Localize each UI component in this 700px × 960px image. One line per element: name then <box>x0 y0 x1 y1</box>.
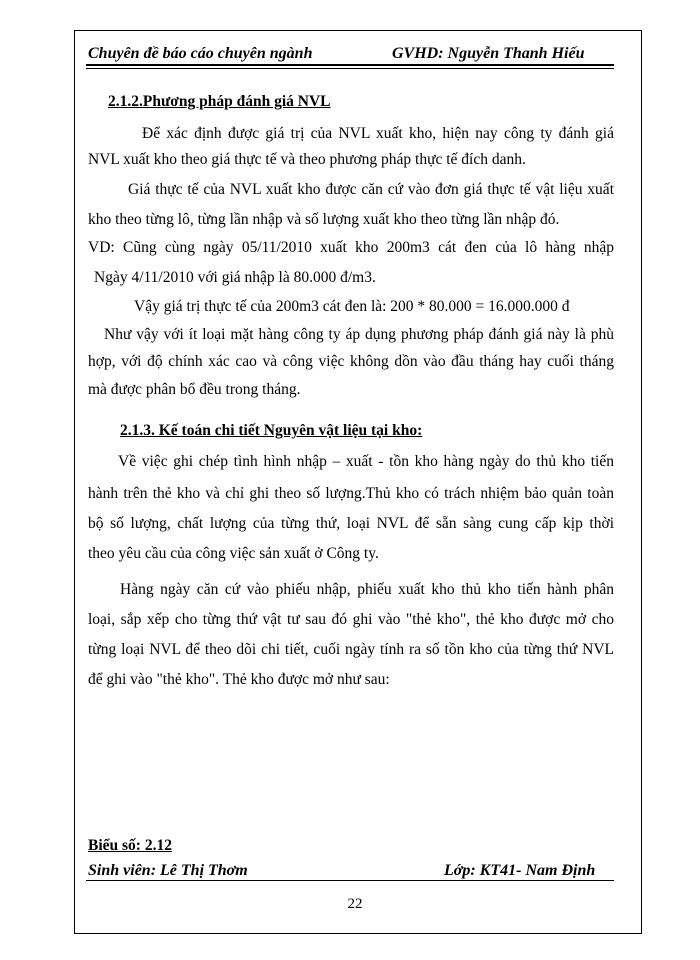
header-right: GVHD: Nguyễn Thanh Hiếu <box>392 45 585 62</box>
footer-left: Sinh viên: Lê Thị Thơm <box>88 862 248 879</box>
paragraph-line: Để xác định được giá trị của NVL xuất kho, hiện nay công ty đánh giá <box>142 125 614 142</box>
paragraph-line: loại, sắp xếp cho từng thứ vật tư sau đó ghi vào "thẻ kho", thẻ kho được mở cho <box>88 611 614 628</box>
header-rule-thin <box>86 68 614 69</box>
paragraph-line: VD: Cũng cùng ngày 05/11/2010 xuất kho 200m3 cát đen của lô hàng nhập <box>88 239 614 256</box>
paragraph-line: kho theo từng lô, từng lần nhập và số lượng xuất kho theo từng lần nhập đó. <box>88 211 560 228</box>
paragraph-line: Ngày 4/11/2010 với giá nhập là 80.000 đ/m3. <box>94 269 376 286</box>
section-213-heading: 2.1.3. Kế toán chi tiết Nguyên vật liệu tại kho: <box>120 422 423 439</box>
paragraph-line: theo yêu cầu của công việc sản xuất ở Công ty. <box>88 545 379 562</box>
paragraph-line: Về việc ghi chép tình hình nhập – xuất - tồn kho hàng ngày do thủ kho tiến <box>118 453 614 470</box>
paragraph-line: từng loại NVL để theo dõi chi tiết, cuối ngày tính ra số tồn kho của từng thứ NVL <box>88 641 614 658</box>
paragraph-line: hợp, với độ chính xác cao và công việc không dồn vào đầu tháng hay cuối tháng <box>88 353 614 370</box>
paragraph-line: Giá thực tế của NVL xuất kho được căn cứ vào đơn giá thực tế vật liệu xuất <box>128 181 614 198</box>
footer-rule <box>86 880 614 881</box>
paragraph-line: Như vậy với ít loại mặt hàng công ty áp dụng phương pháp đánh giá này là phù <box>104 326 614 343</box>
header-left: Chuyên đề báo cáo chuyên ngành <box>88 45 313 62</box>
figure-label: Biểu số: 2.12 <box>88 837 172 854</box>
paragraph-line: để ghi vào "thẻ kho". Thẻ kho được mở như sau: <box>88 671 390 688</box>
footer-right: Lớp: KT41- Nam Định <box>444 862 596 879</box>
paragraph-line: hành trên thẻ kho và chỉ ghi theo số lượng.Thủ kho có trách nhiệm bảo quản toàn <box>88 485 614 502</box>
paragraph-line: mà được phân bổ đều trong tháng. <box>88 381 301 398</box>
paragraph-line: Vậy giá trị thực tế của 200m3 cát đen là: 200 * 80.000 = 16.000.000 đ <box>134 298 570 315</box>
paragraph-line: bộ số lượng, chất lượng của từng thứ, loại NVL để sẵn sàng cung cấp kịp thời <box>88 515 614 532</box>
header-rule <box>86 64 614 66</box>
paragraph-line: Hàng ngày căn cứ vào phiếu nhập, phiếu xuất kho thủ kho tiến hành phân <box>120 581 614 598</box>
page-number: 22 <box>347 896 363 912</box>
paragraph-line: NVL xuất kho theo giá thực tế và theo phương pháp thực tế đích danh. <box>88 151 526 168</box>
section-212-heading: 2.1.2.Phương pháp đánh giá NVL <box>108 93 331 110</box>
